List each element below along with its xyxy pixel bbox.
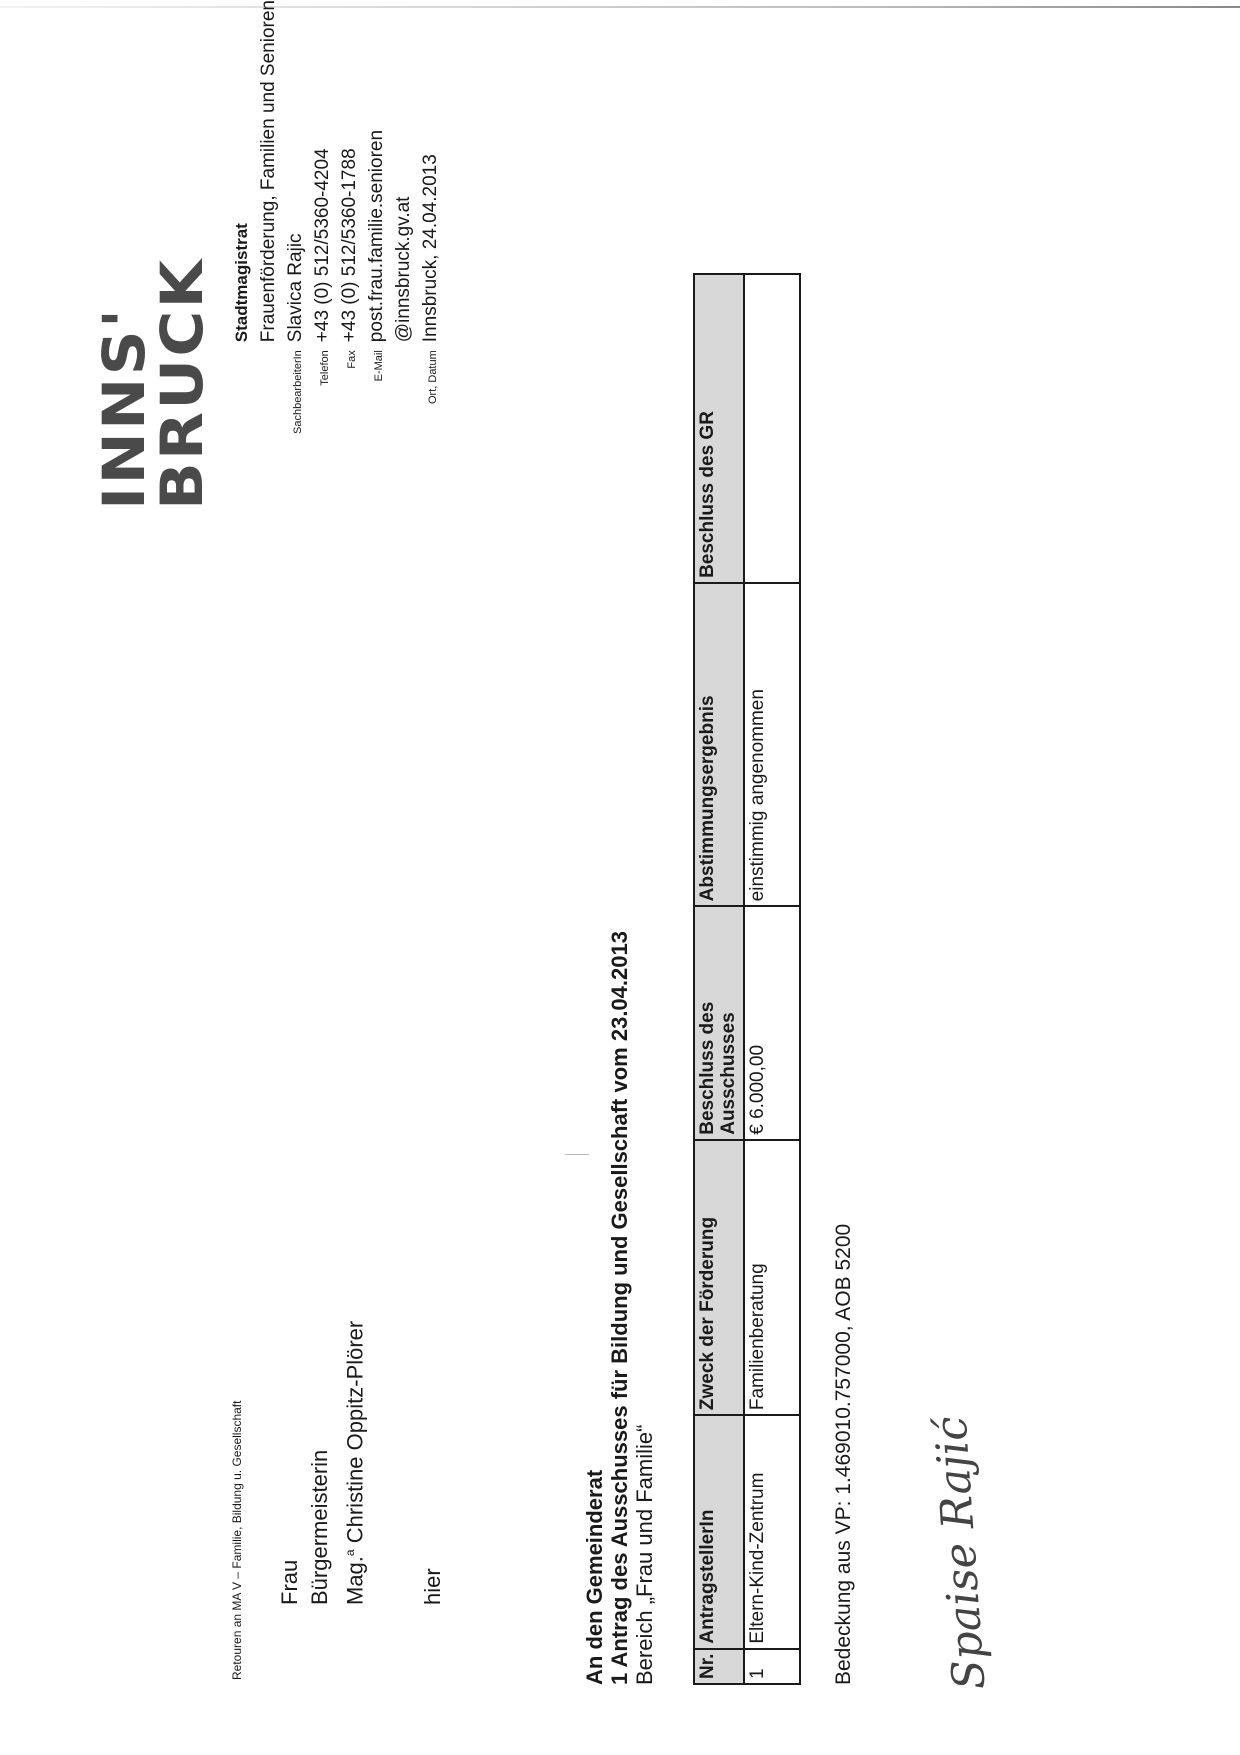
phone-label: Telefon <box>319 350 331 386</box>
phone-value: +43 (0) 512/5360-4204 <box>312 148 333 343</box>
recipient-salutation: Frau <box>277 1559 302 1605</box>
col-council-decision: Beschluss des GR <box>694 274 744 583</box>
clerk-label: SachbearbeiterIn <box>292 350 304 434</box>
heading-motion: 1 Antrag des Ausschusses für Bildung und Gesellschaft vom 23.04.2013 <box>607 931 632 1685</box>
cell-nr: 1 <box>744 1649 800 1684</box>
fax-label: Fax <box>346 350 358 369</box>
office-name: Stadtmagistrat <box>232 223 251 343</box>
grants-table <box>693 273 801 1685</box>
email-label: E-Mail <box>373 350 385 382</box>
recipient-address <box>275 1321 448 1605</box>
return-address-line: Retouren an MA V – Familie, Bildung u. Gesellschaft <box>230 1400 244 1680</box>
col-nr: Nr. <box>694 1649 744 1684</box>
col-vote-result: Abstimmungsergebnis <box>694 583 744 906</box>
recipient-location: hier <box>420 1568 446 1605</box>
col-applicant: AntragstellerIn <box>694 1415 744 1649</box>
cell-council-decision <box>744 274 800 583</box>
heading-area: Bereich „Frau und Familie“ <box>632 1424 657 1685</box>
heading-recipient: An den Gemeinderat <box>582 1469 607 1685</box>
clerk-value: Slavica Rajic <box>285 233 306 343</box>
cell-committee-decision: € 6.000,00 <box>744 906 800 1139</box>
place-date-value: Innsbruck, 24.04.2013 <box>420 154 441 343</box>
handwritten-signature: Spaise Rajić <box>925 1414 996 1692</box>
cell-applicant: Eltern-Kind-Zentrum <box>744 1415 800 1649</box>
fax-value: +43 (0) 512/5360-1788 <box>339 148 360 343</box>
col-committee-decision: Beschluss des Ausschusses <box>694 906 744 1139</box>
table-row <box>744 274 800 1684</box>
budget-coverage: Bedeckung aus VP: 1.469010.757000, AOB 5200 <box>832 1223 855 1685</box>
email-value-1: post.frau.familie.senioren <box>366 129 387 343</box>
recipient-title: Bürgermeisterin <box>307 1449 332 1605</box>
cell-purpose: Familienberatung <box>744 1140 800 1415</box>
col-purpose: Zweck der Förderung <box>694 1140 744 1415</box>
innsbruck-logo: INNS' BRUCK <box>90 257 216 510</box>
recipient-name: Mag.$^a$ Christine Oppitz-Plörer <box>342 1320 368 1605</box>
office-info-block <box>228 0 444 500</box>
cell-vote-result: einstimmig angenommen <box>744 583 800 906</box>
document-heading <box>582 931 657 1685</box>
place-date-label: Ort, Datum <box>427 350 439 405</box>
table-header-row <box>694 274 744 1684</box>
email-value-2: @innsbruck.gv.at <box>393 196 414 343</box>
office-department: Frauenförderung, Familien und Senioren <box>258 0 279 343</box>
